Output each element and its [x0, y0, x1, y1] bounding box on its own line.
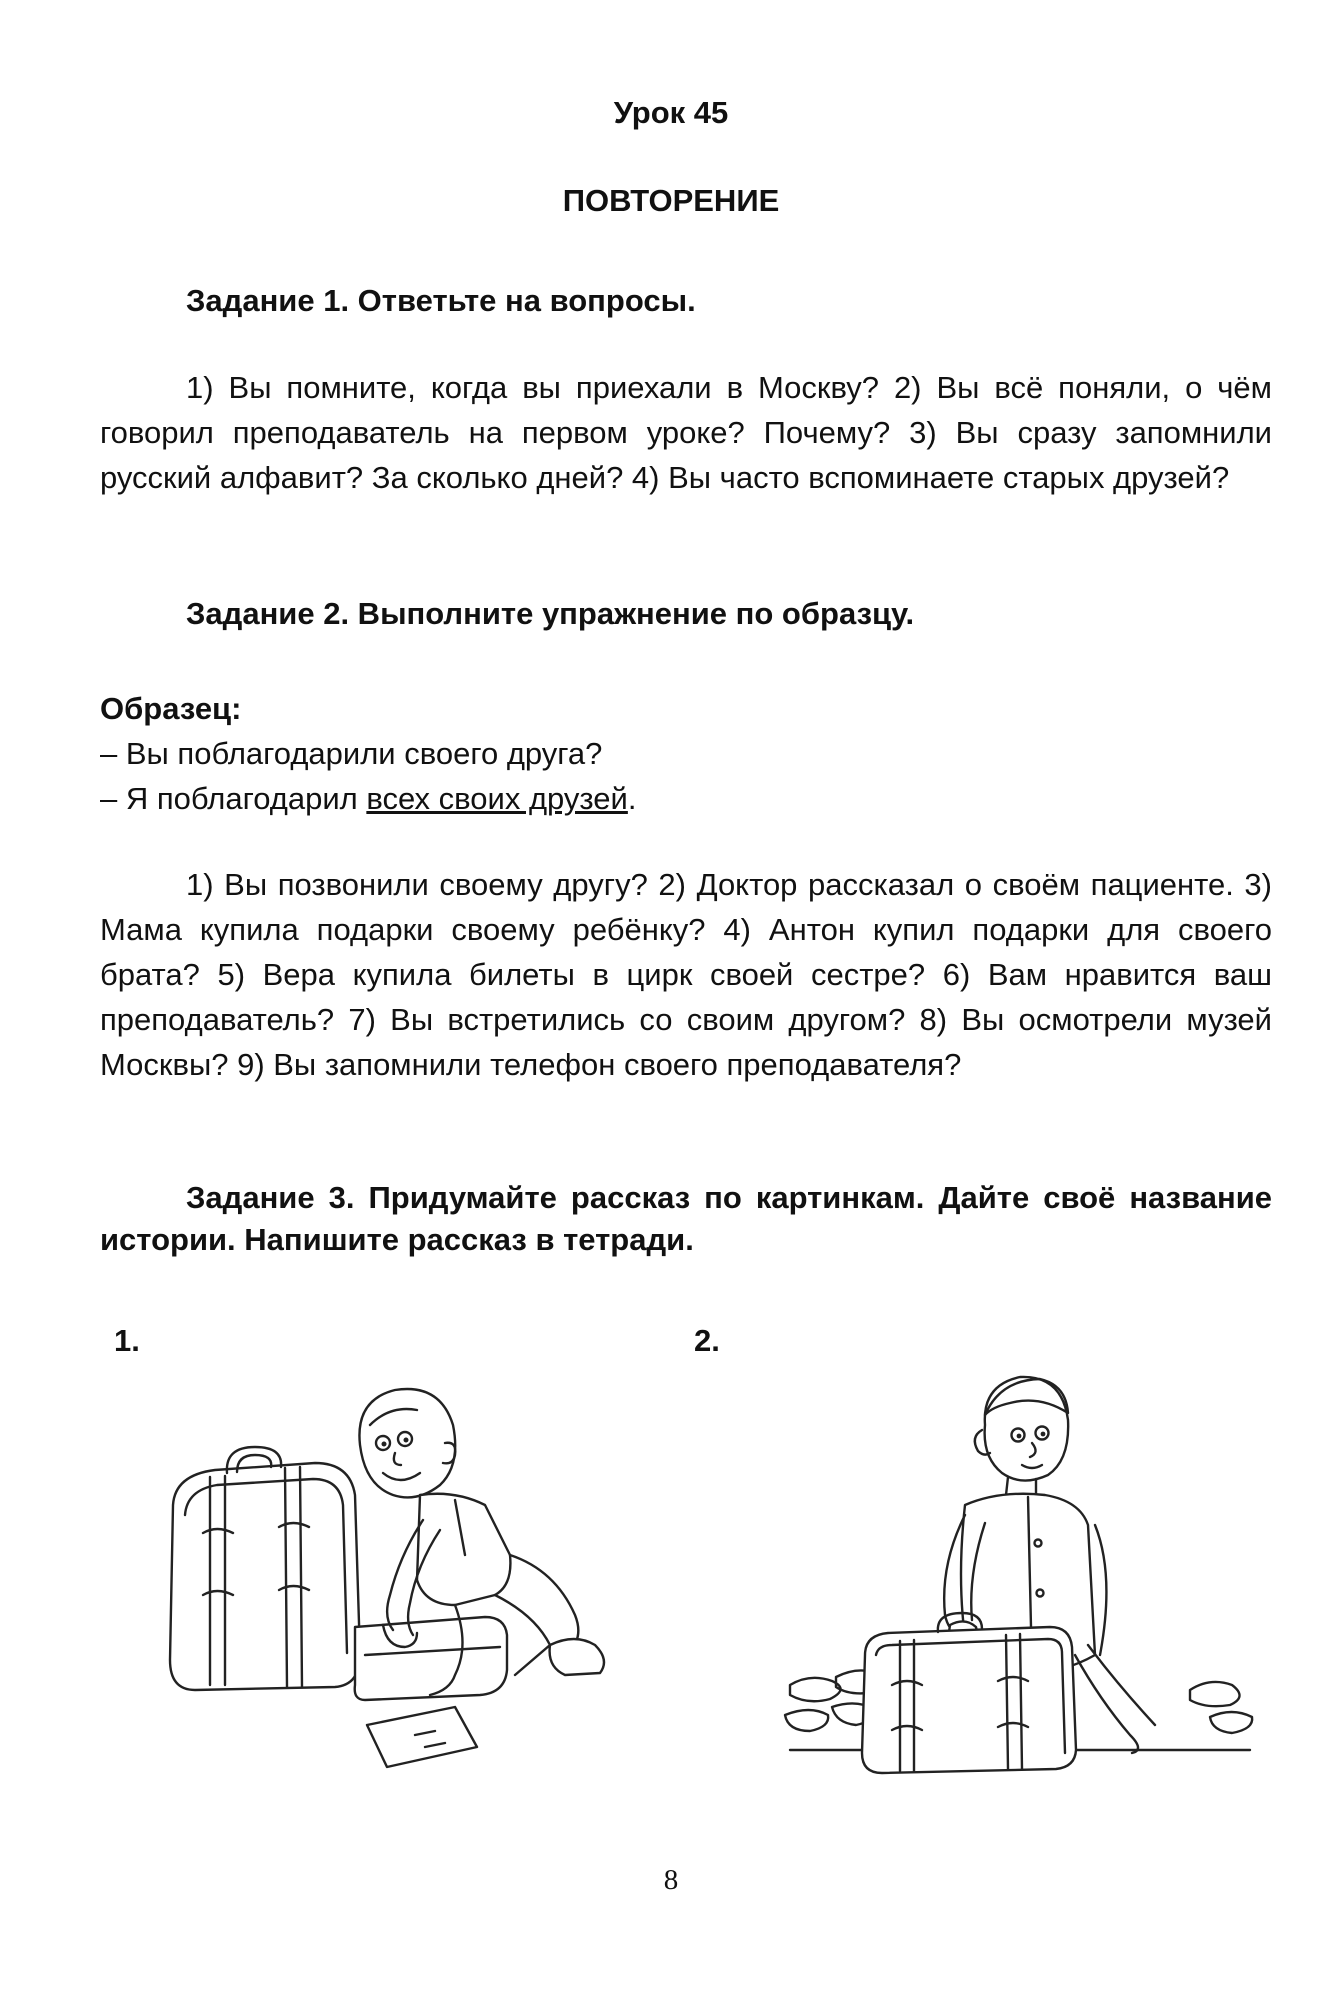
section-title: ПОВТОРЕНИЕ [562, 183, 780, 218]
sample-answer [100, 776, 1200, 821]
task3-heading: Задание 3. Придумайте рассказ по картинкам. Дайте своё название истории. Напишите рассказ в тетради. [100, 1180, 1272, 1257]
man-packing-suitcase-illustration [155, 1355, 635, 1795]
task1-heading: Задание 1. Ответьте на вопросы. [186, 283, 696, 318]
sample-label: Образец: [100, 691, 242, 726]
sample-block [100, 686, 1200, 821]
sample-question: – Вы поблагодарили своего друга? [100, 736, 603, 771]
page-number: 8 [663, 1864, 679, 1896]
man-carrying-suitcase-illustration [770, 1355, 1280, 1795]
sample-answer-prefix: – Я поблагодарил [100, 781, 367, 816]
picture-1-number: 1. [114, 1323, 140, 1358]
lesson-title: Урок 45 [613, 95, 729, 130]
task1-text: 1) Вы помните, когда вы приехали в Москву? 2) Вы всё поняли, о чём говорил преподаватель на первом уроке? Почему? 3) Вы сразу запомнили русский алфавит? За сколько дней? 4) Вы часто вспоминаете старых друзей? [100, 370, 1272, 495]
sample-answer-suffix: . [627, 781, 637, 816]
picture-2-number: 2. [694, 1323, 720, 1358]
task2-text: 1) Вы позвонили своему другу? 2) Доктор рассказал о своём пациенте. 3) Мама купила подарки своему ребёнку? 4) Антон купил подарки для своего брата? 5) Вера купила билеты в цирк своей сестре? 6) Вам нравится ваш преподаватель? 7) Вы встретились со своим другом? 8) Вы осмотрели музей Москвы? 9) Вы запомнили телефон своего преподавателя? [100, 867, 1272, 1082]
task2-heading: Задание 2. Выполните упражнение по образцу. [186, 596, 915, 631]
sample-answer-underlined: всех своих друзей [366, 781, 628, 816]
